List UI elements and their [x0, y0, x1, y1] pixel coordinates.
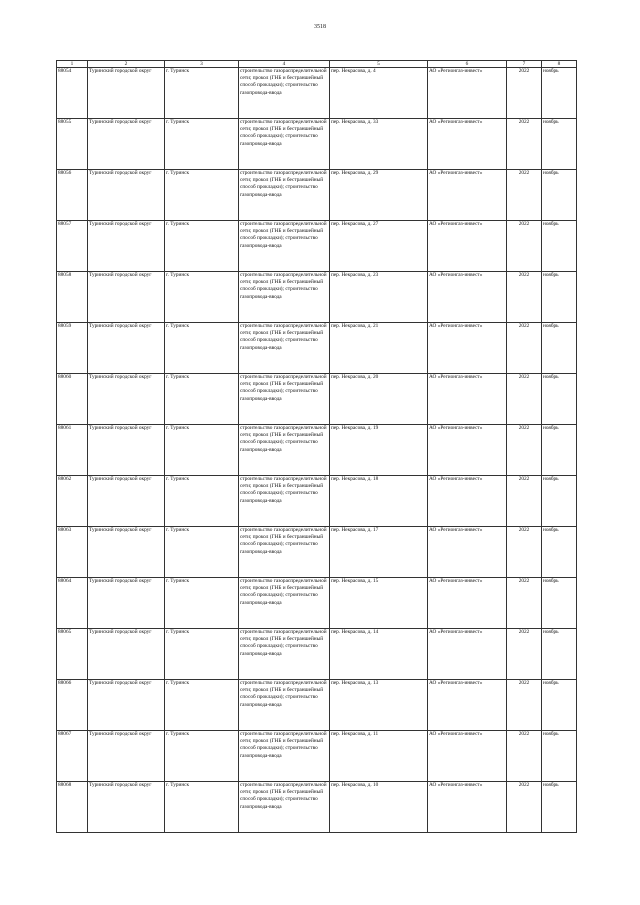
work-type-cell: строительство газораспределительной сети; прокол (ГНБ и бестраншейный способ прокладки); строительство газопровода-ввода [239, 527, 330, 578]
locality-cell: г. Туринск [165, 782, 239, 833]
work-type-cell: строительство газораспределительной сети; прокол (ГНБ и бестраншейный способ прокладки); строительство газопровода-ввода [239, 578, 330, 629]
work-type-cell: строительство газораспределительной сети; прокол (ГНБ и бестраншейный способ прокладки); строительство газопровода-ввода [239, 221, 330, 272]
locality-cell: г. Туринск [165, 272, 239, 323]
row-number: 88063 [57, 527, 88, 578]
column-header: 3 [165, 61, 239, 68]
year-cell: 2022 [507, 323, 542, 374]
district-cell: Туринский городской округ [88, 680, 165, 731]
month-cell: ноябрь [542, 680, 577, 731]
table-row [57, 170, 577, 221]
table-row [57, 578, 577, 629]
month-cell: ноябрь [542, 119, 577, 170]
table-row [57, 272, 577, 323]
row-number: 88066 [57, 680, 88, 731]
table-row [57, 221, 577, 272]
year-cell: 2022 [507, 221, 542, 272]
address-cell: пер. Некрасова, д. 15 [330, 578, 428, 629]
organization-cell: АО «Регионгаз-инвест» [428, 170, 507, 221]
locality-cell: г. Туринск [165, 476, 239, 527]
year-cell: 2022 [507, 476, 542, 527]
column-header: 4 [239, 61, 330, 68]
address-cell: пер. Некрасова, д. 13 [330, 680, 428, 731]
table-row [57, 527, 577, 578]
address-cell: пер. Некрасова, д. 17 [330, 527, 428, 578]
year-cell: 2022 [507, 578, 542, 629]
locality-cell: г. Туринск [165, 731, 239, 782]
address-cell: пер. Некрасова, д. 27 [330, 221, 428, 272]
month-cell: ноябрь [542, 221, 577, 272]
district-cell: Туринский городской округ [88, 578, 165, 629]
column-header: 6 [428, 61, 507, 68]
table-row [57, 374, 577, 425]
district-cell: Туринский городской округ [88, 425, 165, 476]
locality-cell: г. Туринск [165, 629, 239, 680]
district-cell: Туринский городской округ [88, 68, 165, 119]
work-type-cell: строительство газораспределительной сети; прокол (ГНБ и бестраншейный способ прокладки); строительство газопровода-ввода [239, 782, 330, 833]
organization-cell: АО «Регионгаз-инвест» [428, 272, 507, 323]
address-cell: пер. Некрасова, д. 29 [330, 170, 428, 221]
row-number: 88064 [57, 578, 88, 629]
locality-cell: г. Туринск [165, 323, 239, 374]
district-cell: Туринский городской округ [88, 272, 165, 323]
locality-cell: г. Туринск [165, 170, 239, 221]
organization-cell: АО «Регионгаз-инвест» [428, 476, 507, 527]
work-type-cell: строительство газораспределительной сети; прокол (ГНБ и бестраншейный способ прокладки); строительство газопровода-ввода [239, 68, 330, 119]
address-cell: пер. Некрасова, д. 18 [330, 476, 428, 527]
district-cell: Туринский городской округ [88, 731, 165, 782]
organization-cell: АО «Регионгаз-инвест» [428, 119, 507, 170]
column-header: 5 [330, 61, 428, 68]
work-type-cell: строительство газораспределительной сети; прокол (ГНБ и бестраншейный способ прокладки); строительство газопровода-ввода [239, 425, 330, 476]
page-number: 3518 [314, 24, 326, 30]
table-row [57, 680, 577, 731]
row-number: 88058 [57, 272, 88, 323]
row-number: 88060 [57, 374, 88, 425]
row-number: 88055 [57, 119, 88, 170]
year-cell: 2022 [507, 629, 542, 680]
locality-cell: г. Туринск [165, 425, 239, 476]
month-cell: ноябрь [542, 731, 577, 782]
table-row [57, 731, 577, 782]
month-cell: ноябрь [542, 782, 577, 833]
work-type-cell: строительство газораспределительной сети; прокол (ГНБ и бестраншейный способ прокладки); строительство газопровода-ввода [239, 680, 330, 731]
table-row [57, 476, 577, 527]
table-row [57, 68, 577, 119]
address-cell: пер. Некрасова, д. 10 [330, 782, 428, 833]
address-cell: пер. Некрасова, д. 14 [330, 629, 428, 680]
work-type-cell: строительство газораспределительной сети; прокол (ГНБ и бестраншейный способ прокладки); строительство газопровода-ввода [239, 119, 330, 170]
organization-cell: АО «Регионгаз-инвест» [428, 323, 507, 374]
month-cell: ноябрь [542, 476, 577, 527]
month-cell: ноябрь [542, 68, 577, 119]
year-cell: 2022 [507, 170, 542, 221]
table-row [57, 629, 577, 680]
year-cell: 2022 [507, 782, 542, 833]
year-cell: 2022 [507, 68, 542, 119]
organization-cell: АО «Регионгаз-инвест» [428, 68, 507, 119]
work-type-cell: строительство газораспределительной сети; прокол (ГНБ и бестраншейный способ прокладки); строительство газопровода-ввода [239, 629, 330, 680]
address-cell: пер. Некрасова, д. 23 [330, 272, 428, 323]
work-type-cell: строительство газораспределительной сети; прокол (ГНБ и бестраншейный способ прокладки); строительство газопровода-ввода [239, 272, 330, 323]
district-cell: Туринский городской округ [88, 221, 165, 272]
registry-table [56, 60, 577, 833]
district-cell: Туринский городской округ [88, 476, 165, 527]
month-cell: ноябрь [542, 323, 577, 374]
year-cell: 2022 [507, 731, 542, 782]
year-cell: 2022 [507, 272, 542, 323]
year-cell: 2022 [507, 680, 542, 731]
locality-cell: г. Туринск [165, 578, 239, 629]
locality-cell: г. Туринск [165, 68, 239, 119]
address-cell: пер. Некрасова, д. 11 [330, 731, 428, 782]
organization-cell: АО «Регионгаз-инвест» [428, 425, 507, 476]
table-row [57, 119, 577, 170]
organization-cell: АО «Регионгаз-инвест» [428, 374, 507, 425]
district-cell: Туринский городской округ [88, 782, 165, 833]
row-number: 88067 [57, 731, 88, 782]
row-number: 88054 [57, 68, 88, 119]
work-type-cell: строительство газораспределительной сети; прокол (ГНБ и бестраншейный способ прокладки); строительство газопровода-ввода [239, 323, 330, 374]
locality-cell: г. Туринск [165, 680, 239, 731]
district-cell: Туринский городской округ [88, 119, 165, 170]
district-cell: Туринский городской округ [88, 323, 165, 374]
table-row [57, 323, 577, 374]
year-cell: 2022 [507, 119, 542, 170]
district-cell: Туринский городской округ [88, 374, 165, 425]
work-type-cell: строительство газораспределительной сети; прокол (ГНБ и бестраншейный способ прокладки); строительство газопровода-ввода [239, 731, 330, 782]
work-type-cell: строительство газораспределительной сети; прокол (ГНБ и бестраншейный способ прокладки); строительство газопровода-ввода [239, 170, 330, 221]
year-cell: 2022 [507, 425, 542, 476]
month-cell: ноябрь [542, 170, 577, 221]
work-type-cell: строительство газораспределительной сети; прокол (ГНБ и бестраншейный способ прокладки); строительство газопровода-ввода [239, 476, 330, 527]
year-cell: 2022 [507, 374, 542, 425]
month-cell: ноябрь [542, 629, 577, 680]
table-row [57, 425, 577, 476]
district-cell: Туринский городской округ [88, 629, 165, 680]
address-cell: пер. Некрасова, д. 33 [330, 119, 428, 170]
row-number: 88059 [57, 323, 88, 374]
month-cell: ноябрь [542, 578, 577, 629]
year-cell: 2022 [507, 527, 542, 578]
row-number: 88056 [57, 170, 88, 221]
organization-cell: АО «Регионгаз-инвест» [428, 527, 507, 578]
month-cell: ноябрь [542, 425, 577, 476]
organization-cell: АО «Регионгаз-инвест» [428, 731, 507, 782]
column-header: 1 [57, 61, 88, 68]
month-cell: ноябрь [542, 272, 577, 323]
table-row [57, 782, 577, 833]
row-number: 88065 [57, 629, 88, 680]
row-number: 88068 [57, 782, 88, 833]
row-number: 88062 [57, 476, 88, 527]
organization-cell: АО «Регионгаз-инвест» [428, 578, 507, 629]
work-type-cell: строительство газораспределительной сети; прокол (ГНБ и бестраншейный способ прокладки); строительство газопровода-ввода [239, 374, 330, 425]
district-cell: Туринский городской округ [88, 527, 165, 578]
column-number-row [57, 61, 577, 68]
column-header: 8 [542, 61, 577, 68]
address-cell: пер. Некрасова, д. 19 [330, 425, 428, 476]
locality-cell: г. Туринск [165, 221, 239, 272]
organization-cell: АО «Регионгаз-инвест» [428, 221, 507, 272]
organization-cell: АО «Регионгаз-инвест» [428, 680, 507, 731]
organization-cell: АО «Регионгаз-инвест» [428, 782, 507, 833]
column-header: 2 [88, 61, 165, 68]
row-number: 88057 [57, 221, 88, 272]
address-cell: пер. Некрасова, д. 4 [330, 68, 428, 119]
locality-cell: г. Туринск [165, 119, 239, 170]
month-cell: ноябрь [542, 527, 577, 578]
organization-cell: АО «Регионгаз-инвест» [428, 629, 507, 680]
row-number: 88061 [57, 425, 88, 476]
address-cell: пер. Некрасова, д. 21 [330, 323, 428, 374]
month-cell: ноябрь [542, 374, 577, 425]
column-header: 7 [507, 61, 542, 68]
address-cell: пер. Некрасова, д. 20 [330, 374, 428, 425]
district-cell: Туринский городской округ [88, 170, 165, 221]
locality-cell: г. Туринск [165, 374, 239, 425]
locality-cell: г. Туринск [165, 527, 239, 578]
